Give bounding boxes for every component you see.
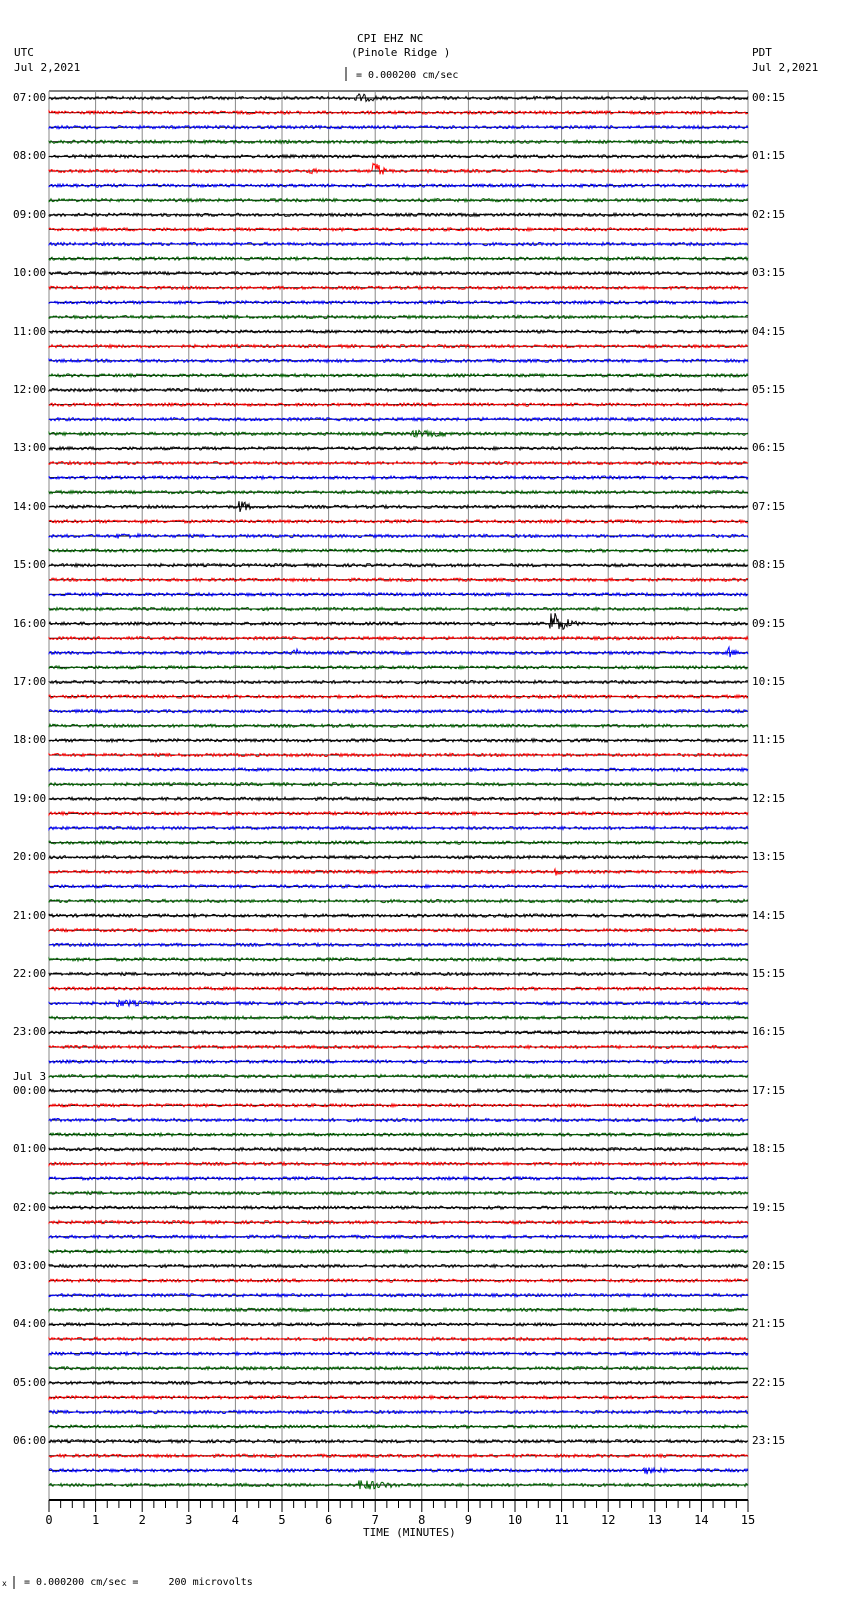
seismic-trace [49, 461, 748, 464]
x-tick-label: 11 [554, 1513, 569, 1527]
pdt-hour-label: 13:15 [752, 850, 786, 864]
pdt-hour-label: 16:15 [752, 1025, 786, 1039]
utc-hour-label: 05:00 [13, 1375, 47, 1389]
pdt-hour-label: 17:15 [752, 1083, 786, 1097]
seismic-trace [49, 1468, 748, 1474]
seismic-trace [49, 613, 748, 629]
pdt-hour-label: 22:15 [752, 1375, 786, 1389]
seismic-trace [49, 899, 748, 902]
pdt-hour-label: 07:15 [752, 499, 786, 513]
seismic-trace [49, 1117, 748, 1122]
utc-hour-label: 20:00 [13, 850, 47, 864]
utc-hour-label: 22:00 [13, 967, 47, 980]
pdt-hour-label: 05:15 [752, 383, 786, 396]
left-date: Jul 2,2021 [14, 61, 81, 74]
utc-hour-label: 03:00 [13, 1259, 47, 1272]
x-tick-label: 2 [138, 1513, 146, 1527]
seismic-trace [49, 972, 748, 975]
seismic-trace [49, 94, 748, 102]
utc-hour-label: 04:00 [13, 1317, 47, 1331]
utc-hour-label: 17:00 [13, 675, 47, 688]
pdt-hour-label: 15:15 [752, 967, 786, 980]
seismic-trace [49, 797, 748, 800]
pdt-hour-label: 04:15 [752, 324, 786, 338]
pdt-hour-label: 18:15 [752, 1142, 786, 1156]
pdt-hour-label: 02:15 [752, 207, 786, 221]
seismic-trace [49, 647, 748, 657]
x-tick-label: 8 [418, 1513, 426, 1527]
pdt-hour-label: 20:15 [752, 1259, 786, 1272]
utc-hour-label: 10:00 [13, 266, 47, 280]
x-tick-label: 6 [324, 1513, 333, 1527]
utc-hour-label: 23:00 [13, 1025, 47, 1039]
x-tick-label: 1 [91, 1513, 100, 1527]
chart-title: CPI EHZ NC [357, 32, 424, 45]
seismic-trace [49, 1000, 748, 1006]
x-tick-label: 3 [185, 1513, 193, 1527]
seismic-trace [49, 812, 748, 815]
utc-hour-label: 19:00 [13, 791, 47, 805]
x-tick-label: 13 [647, 1513, 663, 1527]
seismic-trace [49, 315, 748, 318]
seismic-trace [49, 476, 748, 479]
x-tick-label: 7 [371, 1513, 379, 1527]
utc-hour-label: 09:00 [13, 207, 47, 221]
utc-hour-label: 11:00 [13, 324, 47, 338]
date-label: Jul 3 [13, 1069, 47, 1083]
seismic-trace [49, 1337, 748, 1340]
utc-hour-label: 14:00 [13, 499, 47, 513]
seismic-trace [49, 272, 748, 275]
pdt-hour-label: 11:15 [752, 733, 786, 747]
seismic-trace [49, 1250, 748, 1253]
seismic-trace [49, 286, 748, 289]
x-tick-label: 10 [507, 1513, 523, 1527]
seismic-trace [49, 1264, 748, 1267]
utc-hour-label: 18:00 [13, 733, 47, 747]
utc-hour-label: 00:00 [13, 1083, 47, 1097]
right-date: Jul 2,2021 [752, 61, 819, 74]
pdt-hour-label: 03:15 [752, 266, 786, 280]
seismic-trace [49, 501, 748, 512]
pdt-hour-label: 06:15 [752, 441, 786, 455]
pdt-hour-label: 08:15 [752, 558, 786, 572]
pdt-hour-label: 10:15 [752, 675, 786, 688]
utc-hour-label: 16:00 [13, 616, 47, 630]
pdt-hour-label: 12:15 [752, 791, 786, 805]
footer-scale-text: = 0.000200 cm/sec = 200 microvolts [24, 1577, 253, 1588]
seismic-trace [49, 1191, 748, 1194]
utc-hour-label: 13:00 [13, 441, 47, 455]
seismic-trace [49, 564, 748, 567]
station-name: (Pinole Ridge ) [351, 46, 451, 59]
seismic-trace [49, 826, 748, 829]
pdt-hour-label: 09:15 [752, 616, 786, 630]
x-tick-label: 0 [45, 1513, 53, 1527]
scale-text: = 0.000200 cm/sec [356, 70, 459, 81]
utc-hour-label: 15:00 [13, 558, 47, 572]
seismic-trace [49, 1162, 748, 1165]
pdt-hour-label: 23:15 [752, 1434, 786, 1448]
x-tick-label: 14 [694, 1513, 709, 1527]
seismic-trace [49, 534, 748, 539]
utc-hour-label: 06:00 [13, 1434, 47, 1448]
seismic-trace [49, 710, 748, 713]
utc-hour-label: 02:00 [13, 1200, 47, 1214]
left-timezone: UTC [14, 46, 34, 59]
utc-hour-label: 21:00 [13, 908, 47, 922]
x-axis-label: TIME (MINUTES) [363, 1526, 456, 1539]
pdt-hour-label: 01:15 [752, 149, 786, 163]
seismic-trace [49, 1279, 748, 1282]
x-tick-label: 5 [278, 1513, 286, 1527]
pdt-hour-label: 21:15 [752, 1317, 786, 1331]
footer-marker: x [2, 1579, 7, 1588]
x-tick-label: 4 [231, 1513, 240, 1527]
x-tick-label: 9 [464, 1513, 473, 1527]
utc-hour-label: 01:00 [13, 1142, 47, 1156]
pdt-hour-label: 14:15 [752, 908, 786, 922]
utc-hour-label: 07:00 [13, 91, 47, 104]
utc-hour-label: 12:00 [13, 383, 47, 396]
pdt-hour-label: 00:15 [752, 91, 786, 104]
x-tick-label: 12 [600, 1513, 616, 1527]
utc-hour-label: 08:00 [13, 149, 47, 163]
pdt-hour-label: 19:15 [752, 1200, 786, 1214]
seismic-trace [49, 164, 748, 175]
x-tick-label: 15 [740, 1513, 756, 1527]
right-timezone: PDT [752, 46, 772, 59]
